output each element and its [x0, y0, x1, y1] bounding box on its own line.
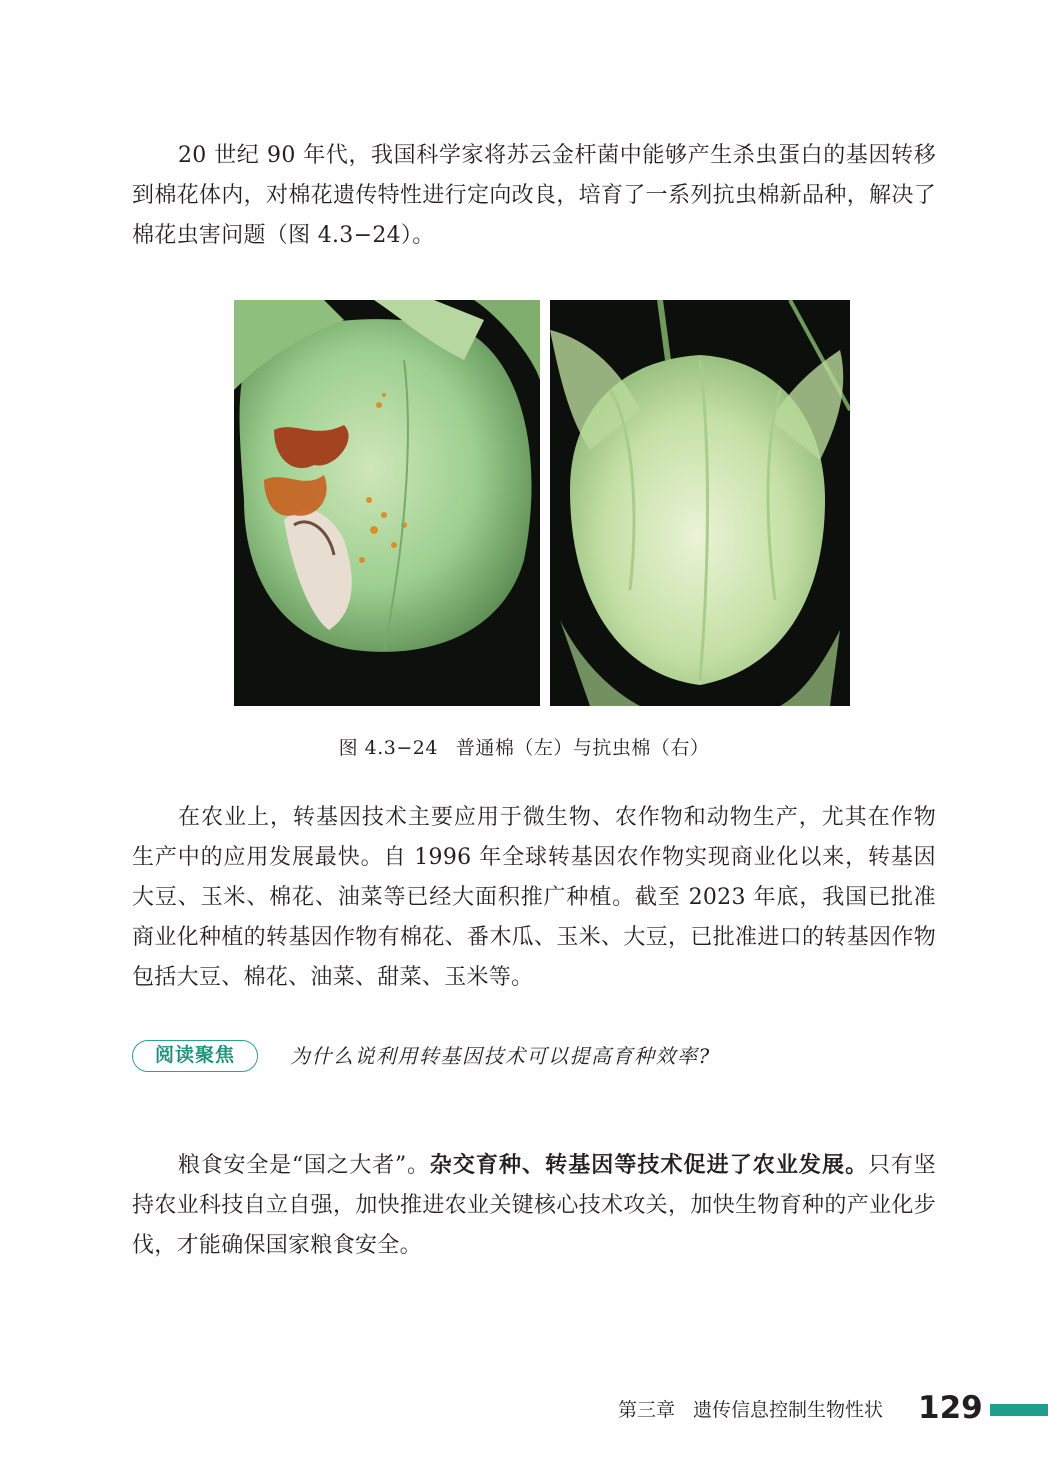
- photo-insect-resistant-cotton: [550, 300, 850, 706]
- footer-chapter: [618, 1396, 883, 1424]
- footer-accent-bar: [990, 1404, 1048, 1416]
- reading-focus-question: 为什么说利用转基因技术可以提高育种效率?: [290, 1044, 711, 1068]
- footer-chapter-number: 第三章: [618, 1399, 676, 1421]
- paragraph-agriculture-application: 在农业上，转基因技术主要应用于微生物、农作物和动物生产，尤其在作物生产中的应用发展最快。自 1996 年全球转基因农作物实现商业化以来，转基因大豆、玉米、棉花、油菜等已经大面积推广种植。截至 2023 年底，我国已批准商业化种植的转基因作物有棉花、番木瓜、玉米、大豆，已批准进口的转基因作物包括大豆、棉花、油菜、甜菜、玉米等。: [132, 805, 936, 990]
- reading-focus-badge: 阅读聚焦: [132, 1040, 258, 1072]
- figure-number: 图 4.3−24: [338, 737, 438, 759]
- paragraph-transgenic-cotton: 20 世纪 90 年代，我国科学家将苏云金杆菌中能够产生杀虫蛋白的基因转移到棉花体内，对棉花遗传特性进行定向改良，培育了一系列抗虫棉新品种，解决了棉花虫害问题（图 4.3−24）。: [132, 143, 936, 248]
- food-security-key-point: 杂交育种、转基因等技术促进了农业发展。: [429, 1153, 869, 1178]
- page-number: 129: [918, 1390, 983, 1426]
- figure-caption: [0, 734, 1048, 762]
- figure-caption-text: 普通棉（左）与抗虫棉（右）: [455, 737, 710, 759]
- paragraph-food-security: [132, 1146, 936, 1266]
- photo-ordinary-cotton: [234, 300, 540, 706]
- food-security-rest: 只有坚持农业科技自立自强，加快推进农业关键核心技术攻关，加快生物育种的产业化步伐，才能确保国家粮食安全。: [132, 1153, 936, 1258]
- footer-chapter-title: 遗传信息控制生物性状: [693, 1399, 884, 1421]
- food-security-intro: 粮食安全是“国之大者”。: [178, 1153, 430, 1178]
